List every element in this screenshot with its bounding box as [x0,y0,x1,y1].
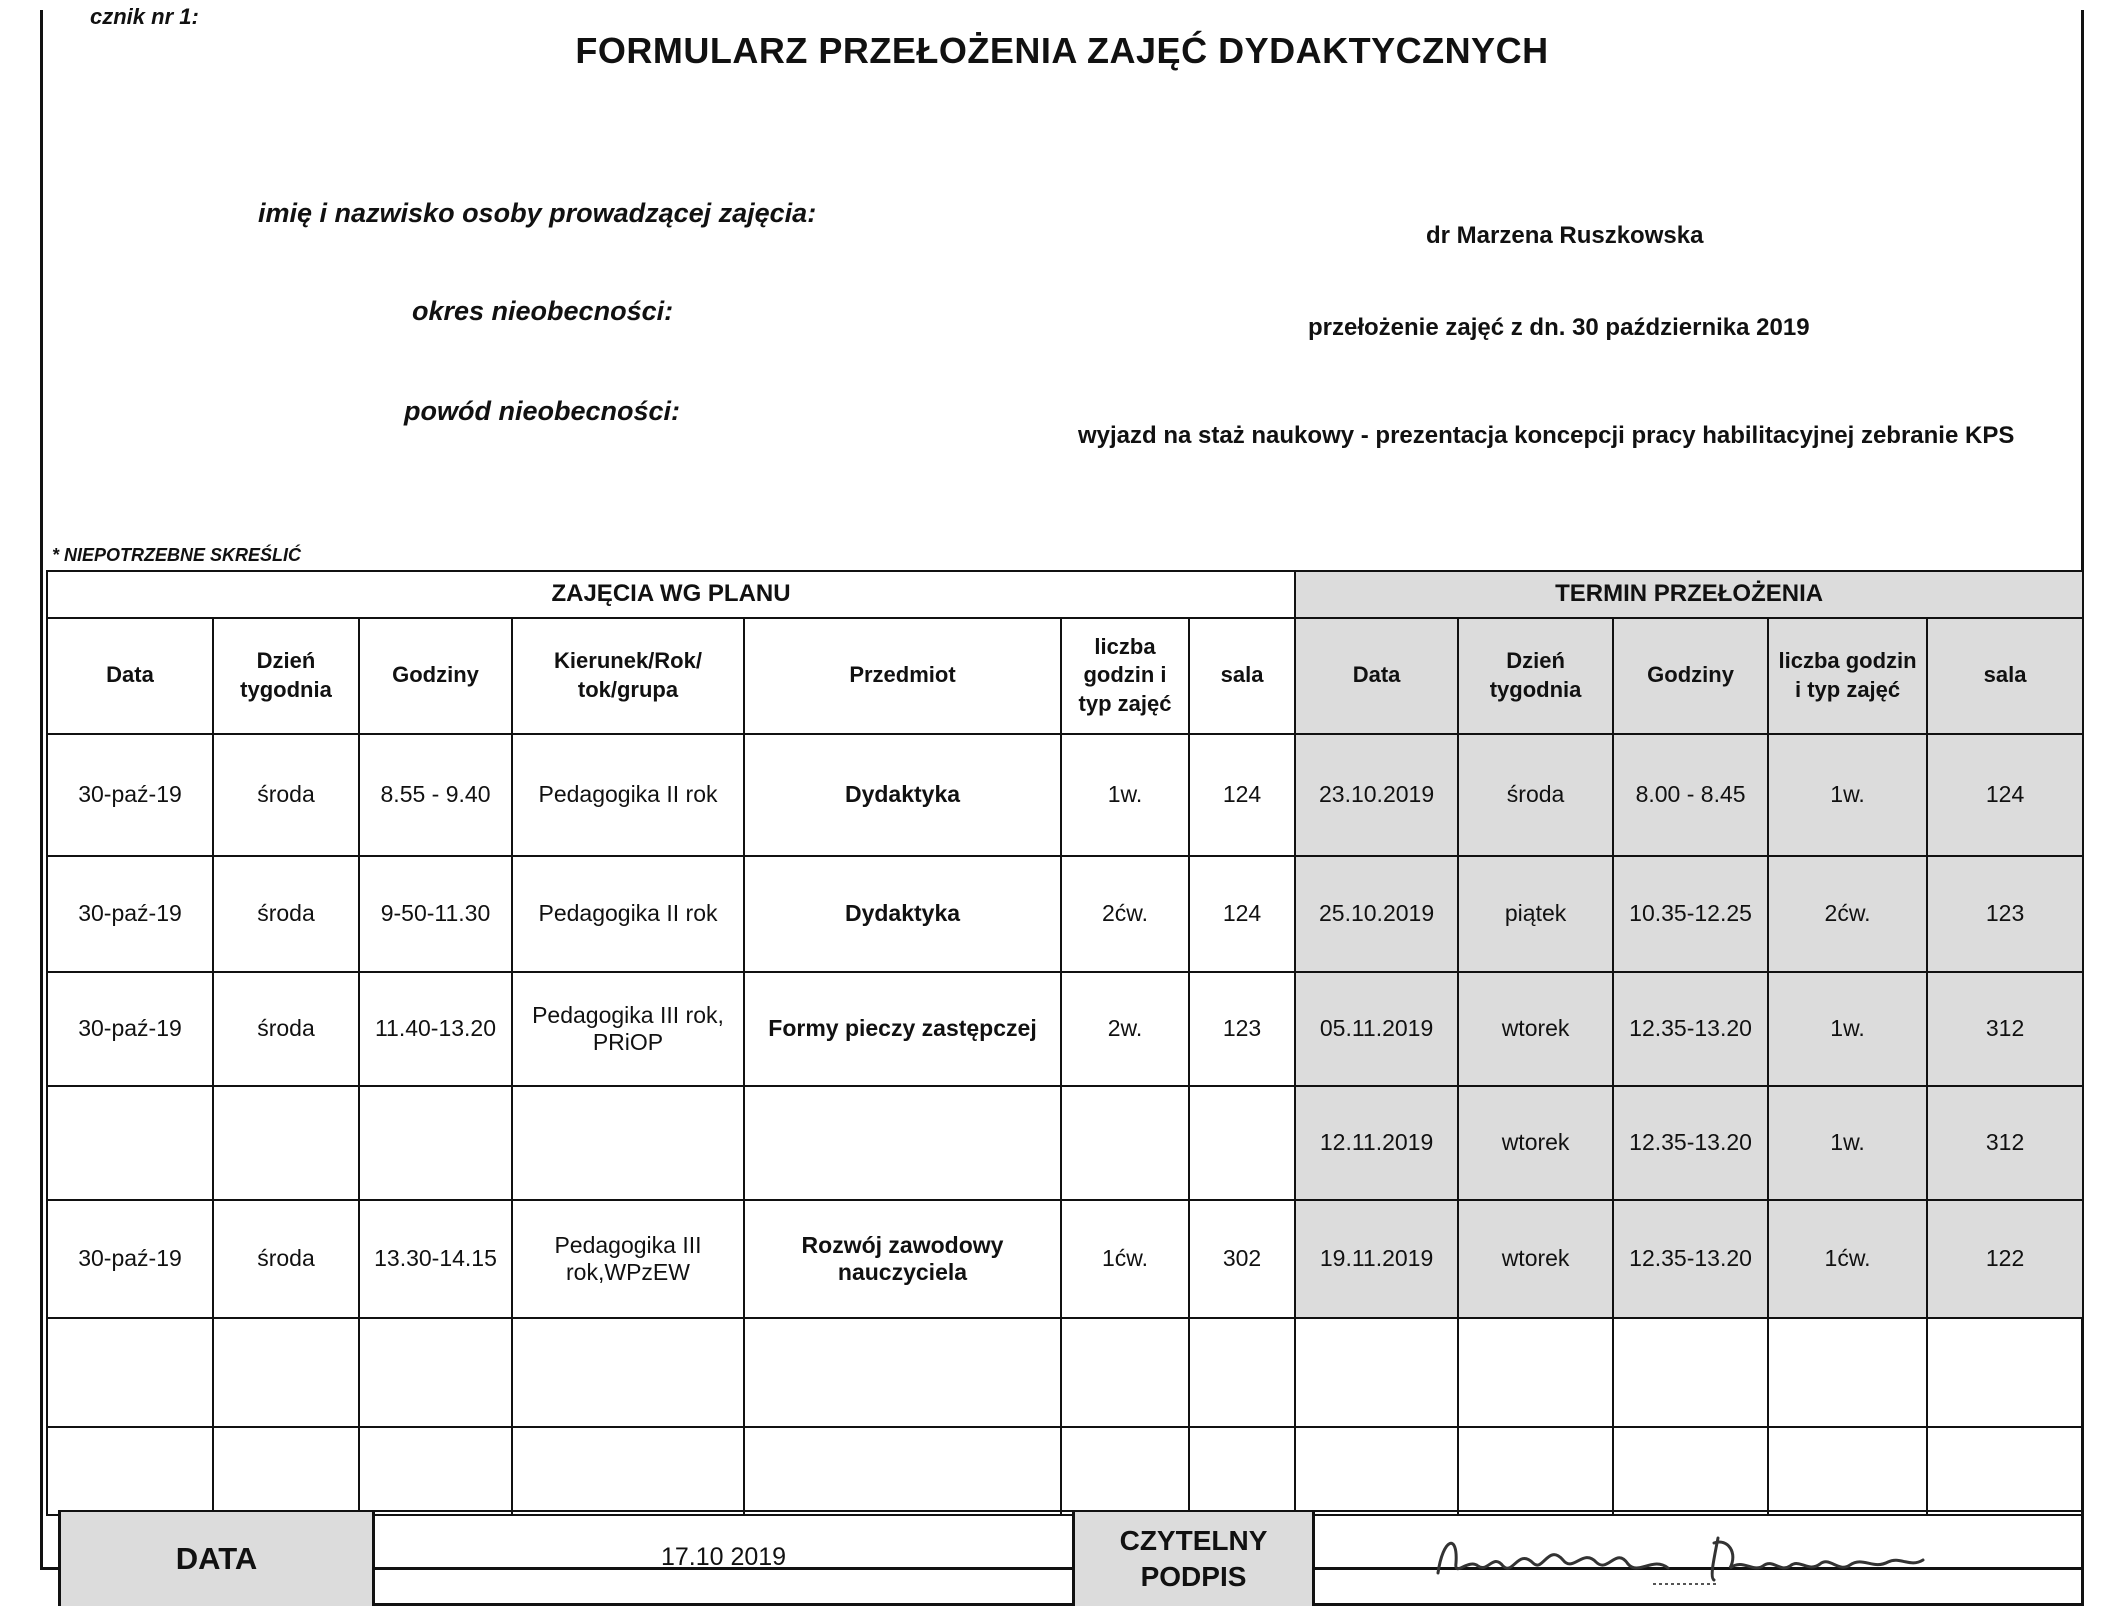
signature-scribble [1418,1518,1978,1598]
cell-new-day: wtorek [1458,1200,1613,1318]
cell-hours [359,1318,512,1428]
cell-room: 124 [1189,734,1295,856]
header-cell: Przedmiot [744,618,1061,734]
cell-count [1061,1086,1189,1200]
cell-new-hours: 12.35-13.20 [1613,1200,1768,1318]
table-row [47,856,2083,972]
header-cell: sala [1189,618,1295,734]
cell-count: 2ćw. [1061,856,1189,972]
cell-new-day: wtorek [1458,972,1613,1086]
cell-new-day: piątek [1458,856,1613,972]
cell-new-hours: 12.35-13.20 [1613,972,1768,1086]
cell-group: Pedagogika III rok, PRiOP [512,972,744,1086]
cell-new-count: 1w. [1768,972,1927,1086]
section-reschedule: TERMIN PRZEŁOŻENIA [1295,571,2083,618]
header-cell: sala [1927,618,2083,734]
date-value: 17.10 2019 [372,1512,1072,1606]
cell-group [512,1427,744,1515]
cell-date [47,1427,213,1515]
cell-new-room: 124 [1927,734,2083,856]
cell-new-count: 1w. [1768,1086,1927,1200]
cell-count: 1ćw. [1061,1200,1189,1318]
cell-hours [359,1427,512,1515]
handwritten-signature [1312,1512,2084,1606]
header-cell: liczba godzin i typ zajęć [1061,618,1189,734]
table-row [47,734,2083,856]
cell-date: 30-paź-19 [47,856,213,972]
attachment-label: cznik nr 1: [90,4,199,29]
cell-room: 124 [1189,856,1295,972]
cell-subject: Dydaktyka [744,856,1061,972]
cell-day [213,1318,359,1428]
cell-count: 2w. [1061,972,1189,1086]
header-cell: Godziny [359,618,512,734]
cell-room: 302 [1189,1200,1295,1318]
cell-new-date [1295,1318,1458,1428]
header-cell: Dzień tygodnia [213,618,359,734]
cell-group: Pedagogika III rok,WPzEW [512,1200,744,1318]
cell-new-date [1295,1427,1458,1515]
cell-new-date: 12.11.2019 [1295,1086,1458,1200]
cell-subject: Rozwój zawodowy nauczyciela [744,1200,1061,1318]
cell-subject [744,1086,1061,1200]
cell-date [47,1318,213,1428]
cell-day: środa [213,856,359,972]
signature-footer [58,1510,2084,1606]
cell-new-hours: 10.35-12.25 [1613,856,1768,972]
header-cell: Data [47,618,213,734]
cell-day [213,1427,359,1515]
cell-new-room: 123 [1927,856,2083,972]
cell-room: 123 [1189,972,1295,1086]
cell-hours: 13.30-14.15 [359,1200,512,1318]
cell-new-room: 312 [1927,1086,2083,1200]
cell-new-count: 2ćw. [1768,856,1927,972]
cell-group [512,1318,744,1428]
header-cell: liczba godzin i typ zajęć [1768,618,1927,734]
cell-group: Pedagogika II rok [512,856,744,972]
cell-new-room: 312 [1927,972,2083,1086]
reason-label: powód nieobecności: [404,396,681,426]
cell-new-count: 1w. [1768,734,1927,856]
cell-new-count [1768,1427,1927,1515]
form-title: FORMULARZ PRZEŁOŻENIA ZAJĘĆ DYDAKTYCZNYCH [575,30,1549,71]
signature-label: CZYTELNY PODPIS [1072,1512,1312,1606]
cell-new-hours [1613,1318,1768,1428]
footnote: * NIEPOTRZEBNE SKREŚLIĆ [52,545,302,565]
cell-new-date: 19.11.2019 [1295,1200,1458,1318]
cell-new-date: 23.10.2019 [1295,734,1458,856]
cell-new-date: 05.11.2019 [1295,972,1458,1086]
cell-day: środa [213,734,359,856]
header-cell: Dzień tygodnia [1458,618,1613,734]
header-cell: Data [1295,618,1458,734]
cell-new-hours [1613,1427,1768,1515]
cell-subject [744,1427,1061,1515]
cell-date: 30-paź-19 [47,734,213,856]
cell-hours [359,1086,512,1200]
cell-room [1189,1318,1295,1428]
cell-new-room: 122 [1927,1200,2083,1318]
header-cell: Godziny [1613,618,1768,734]
cell-new-day [1458,1427,1613,1515]
cell-count: 1w. [1061,734,1189,856]
cell-group: Pedagogika II rok [512,734,744,856]
cell-hours: 8.55 - 9.40 [359,734,512,856]
cell-new-day [1458,1318,1613,1428]
table-row [47,1086,2083,1200]
cell-new-room [1927,1427,2083,1515]
cell-room [1189,1086,1295,1200]
reason-value: wyjazd na staż naukowy - prezentacja koncepcji pracy habilitacyjnej zebranie KPS [1078,422,2015,449]
cell-subject: Formy pieczy zastępczej [744,972,1061,1086]
cell-subject: Dydaktyka [744,734,1061,856]
header-cell: Kierunek/Rok/ tok/grupa [512,618,744,734]
cell-new-room [1927,1318,2083,1428]
table-row [47,1200,2083,1318]
cell-date [47,1086,213,1200]
section-plan: ZAJĘCIA WG PLANU [47,571,1295,618]
cell-day: środa [213,972,359,1086]
cell-hours: 9-50-11.30 [359,856,512,972]
cell-group [512,1086,744,1200]
cell-new-count [1768,1318,1927,1428]
cell-new-day: wtorek [1458,1086,1613,1200]
cell-date: 30-paź-19 [47,1200,213,1318]
table-row [47,1318,2083,1428]
cell-new-hours: 12.35-13.20 [1613,1086,1768,1200]
cell-new-hours: 8.00 - 8.45 [1613,734,1768,856]
period-value: przełożenie zajęć z dn. 30 października 2019 [1308,314,1810,341]
cell-new-day: środa [1458,734,1613,856]
cell-hours: 11.40-13.20 [359,972,512,1086]
table-row [47,972,2083,1086]
schedule-table [46,570,2084,1516]
cell-new-count: 1ćw. [1768,1200,1927,1318]
cell-subject [744,1318,1061,1428]
cell-day [213,1086,359,1200]
table-row [47,1427,2083,1515]
cell-count [1061,1318,1189,1428]
teacher-label: imię i nazwisko osoby prowadzącej zajęcia: [258,198,817,228]
cell-date: 30-paź-19 [47,972,213,1086]
date-label: DATA [58,1512,372,1606]
cell-count [1061,1427,1189,1515]
teacher-value: dr Marzena Ruszkowska [1426,222,1704,249]
period-label: okres nieobecności: [412,296,674,326]
cell-new-date: 25.10.2019 [1295,856,1458,972]
cell-day: środa [213,1200,359,1318]
cell-room [1189,1427,1295,1515]
